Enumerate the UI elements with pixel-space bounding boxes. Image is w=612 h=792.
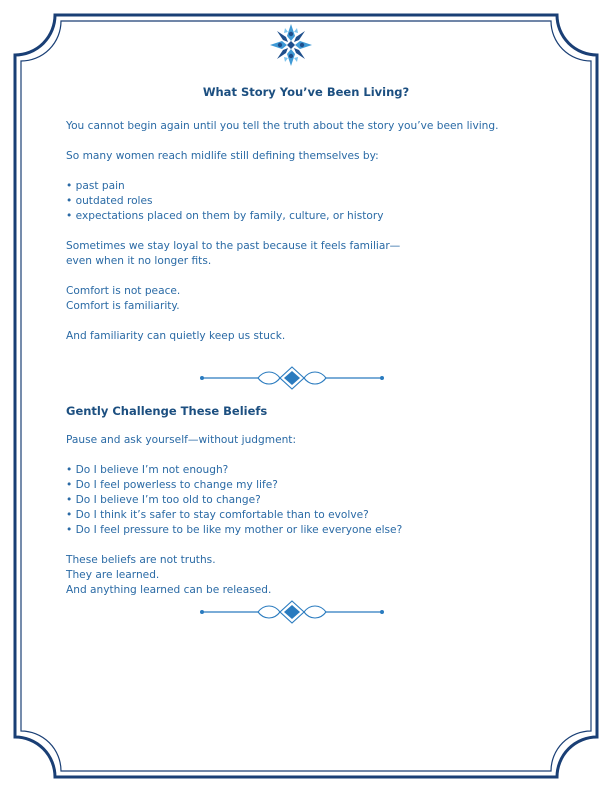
closing-line: And anything learned can be released. (66, 584, 272, 596)
lead-paragraph: So many women reach midlife still defining themselves by: (66, 150, 379, 162)
comfort-line: Comfort is not peace. (66, 285, 181, 297)
scroll-ornament-divider (198, 366, 386, 390)
loyal-line: even when it no longer fits. (66, 255, 212, 267)
list-item: • Do I feel pressure to be like my mother or like everyone else? (66, 524, 403, 536)
comfort-line: Comfort is familiarity. (66, 300, 180, 312)
intro-paragraph: You cannot begin again until you tell the truth about the story you’ve been living. (66, 120, 499, 132)
list-item: • Do I believe I’m too old to change? (66, 494, 261, 506)
stuck-line: And familiarity can quietly keep us stuck. (66, 330, 286, 342)
scroll-ornament-divider (198, 600, 386, 624)
list-item: • outdated roles (66, 195, 153, 207)
list-item: • Do I think it’s safer to stay comfortable than to evolve? (66, 509, 369, 521)
snowflake-star-logo-icon (268, 22, 314, 68)
list-item: • Do I believe I’m not enough? (66, 464, 229, 476)
list-item: • expectations placed on them by family, culture, or history (66, 210, 384, 222)
closing-line: These beliefs are not truths. (66, 554, 216, 566)
closing-line: They are learned. (66, 569, 160, 581)
list-item: • Do I feel powerless to change my life? (66, 479, 278, 491)
loyal-line: Sometimes we stay loyal to the past because it feels familiar— (66, 240, 401, 252)
list-item: • past pain (66, 180, 125, 192)
page-title: What Story You’ve Been Living? (202, 85, 410, 99)
lead-paragraph: Pause and ask yourself—without judgment: (66, 434, 297, 446)
section-heading: Gently Challenge These Beliefs (66, 404, 268, 418)
